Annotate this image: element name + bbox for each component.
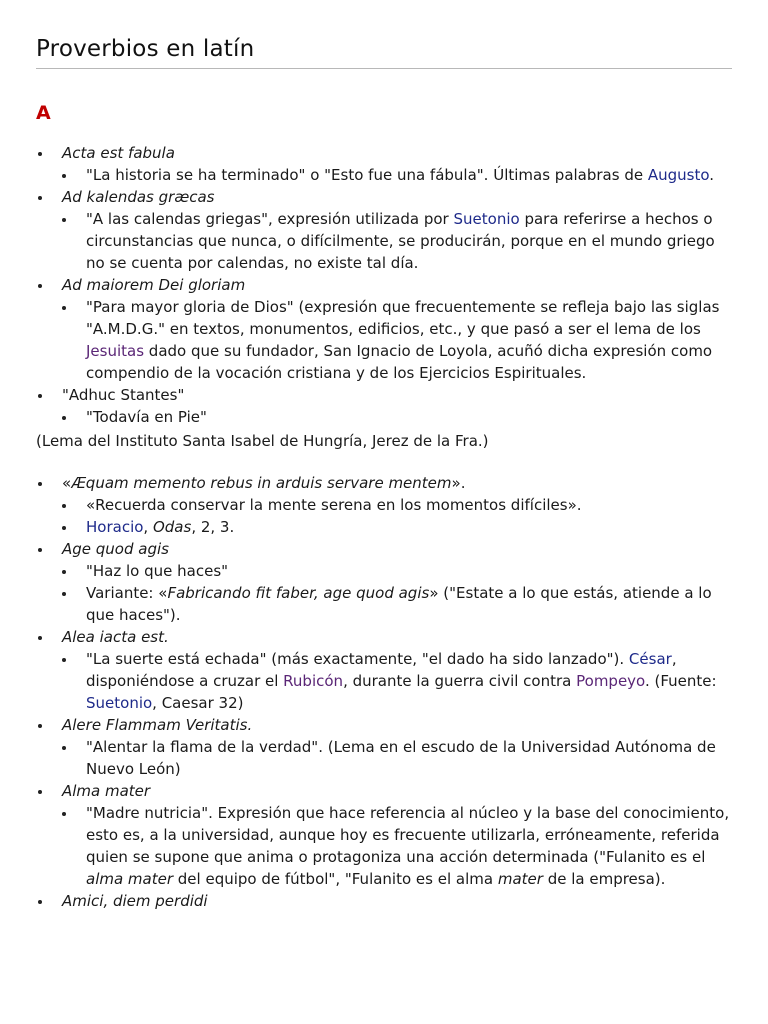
- proverb-item: [36, 186, 734, 208]
- proverb-term: Age quod agis: [62, 540, 169, 558]
- proverb-definition: "Para mayor gloria de Dios" (expresión que frecuentemente se refleja bajo las siglas "A.M.D.G." en textos, monumentos, edificios, etc., y que pasó a ser el lema de los Jesuitas dado que su fundador, San Ignacio de Loyola, acuñó dicha expresión como compendio de la vocación cristiana y de los Ejercicios Espirituales.: [36, 296, 734, 384]
- proverb-definition: "Todavía en Pie": [36, 406, 734, 428]
- proverb-item: [36, 890, 734, 912]
- link-rubicon[interactable]: Rubicón: [283, 672, 344, 690]
- proverb-definition: "Alentar la flama de la verdad". (Lema en el escudo de la Universidad Autónoma de Nuevo León): [36, 736, 734, 780]
- proverb-term: Alea iacta est.: [62, 628, 169, 646]
- proverb-item: «Æquam memento rebus in arduis servare mentem».: [36, 472, 734, 494]
- link-pompeyo[interactable]: Pompeyo: [576, 672, 645, 690]
- proverb-list-container: [36, 142, 734, 912]
- proverb-item: [36, 714, 734, 736]
- proverb-list-continued: [36, 472, 734, 912]
- proverb-term: Alere Flammam Veritatis.: [62, 716, 253, 734]
- section-heading-a: A: [36, 102, 51, 124]
- proverb-term: Amici, diem perdidi: [62, 892, 208, 910]
- link-horacio[interactable]: Horacio: [86, 518, 144, 536]
- proverb-definition: "La suerte está echada" (más exactamente, "el dado ha sido lanzado"). César, disponiéndose a cruzar el Rubicón, durante la guerra civil contra Pompeyo. (Fuente: Suetonio, Caesar 32): [36, 648, 734, 714]
- proverb-term: Ad maiorem Dei gloriam: [62, 276, 246, 294]
- proverb-source: Horacio, Odas, 2, 3.: [36, 516, 734, 538]
- proverb-definition: "Madre nutricia". Expresión que hace referencia al núcleo y la base del conocimiento, esto es, a la universidad, aunque hoy es frecuente utilizarla, erróneamente, referida quien se supone que anima o protagoniza una acción determinada ("Fulanito es el alma mater del equipo de fútbol", "Fulanito es el alma mater de la empresa).: [36, 802, 734, 890]
- proverb-list: [36, 142, 734, 428]
- proverb-definition: "La historia se ha terminado" o "Esto fue una fábula". Últimas palabras de Augusto.: [36, 164, 734, 186]
- proverb-term: Ad kalendas græcas: [62, 188, 215, 206]
- proverb-item: [36, 626, 734, 648]
- page-title: Proverbios en latín: [36, 36, 255, 62]
- proverb-term: Æquam memento rebus in arduis servare mentem: [71, 474, 452, 492]
- link-jesuitas[interactable]: Jesuitas: [86, 342, 145, 360]
- proverb-definition: «Recuerda conservar la mente serena en los momentos difíciles».: [36, 494, 734, 516]
- proverb-item: [36, 538, 734, 560]
- proverb-definition: "Haz lo que haces": [36, 560, 734, 582]
- proverb-term: "Adhuc Stantes": [62, 386, 185, 404]
- link-suetonio-2[interactable]: Suetonio: [86, 694, 153, 712]
- link-suetonio[interactable]: Suetonio: [453, 210, 520, 228]
- proverb-item: [36, 274, 734, 296]
- proverb-term: Acta est fabula: [62, 144, 175, 162]
- link-augusto[interactable]: Augusto: [647, 166, 710, 184]
- proverb-item: [36, 384, 734, 406]
- link-cesar[interactable]: César: [628, 650, 672, 668]
- proverb-variant: Variante: «Fabricando fit faber, age quod agis» ("Estate a lo que estás, atiende a lo que haces").: [36, 582, 734, 626]
- proverb-term: Alma mater: [62, 782, 151, 800]
- proverb-item: [36, 780, 734, 802]
- title-divider: [36, 68, 732, 69]
- proverb-item: [36, 142, 734, 164]
- proverb-definition: "A las calendas griegas", expresión utilizada por Suetonio para referirse a hechos o circunstancias que nunca, o difícilmente, se producirán, porque en el mundo griego no se cuenta por calendas, no existe tal día.: [36, 208, 734, 274]
- motto-note: (Lema del Instituto Santa Isabel de Hungría, Jerez de la Fra.): [36, 432, 489, 450]
